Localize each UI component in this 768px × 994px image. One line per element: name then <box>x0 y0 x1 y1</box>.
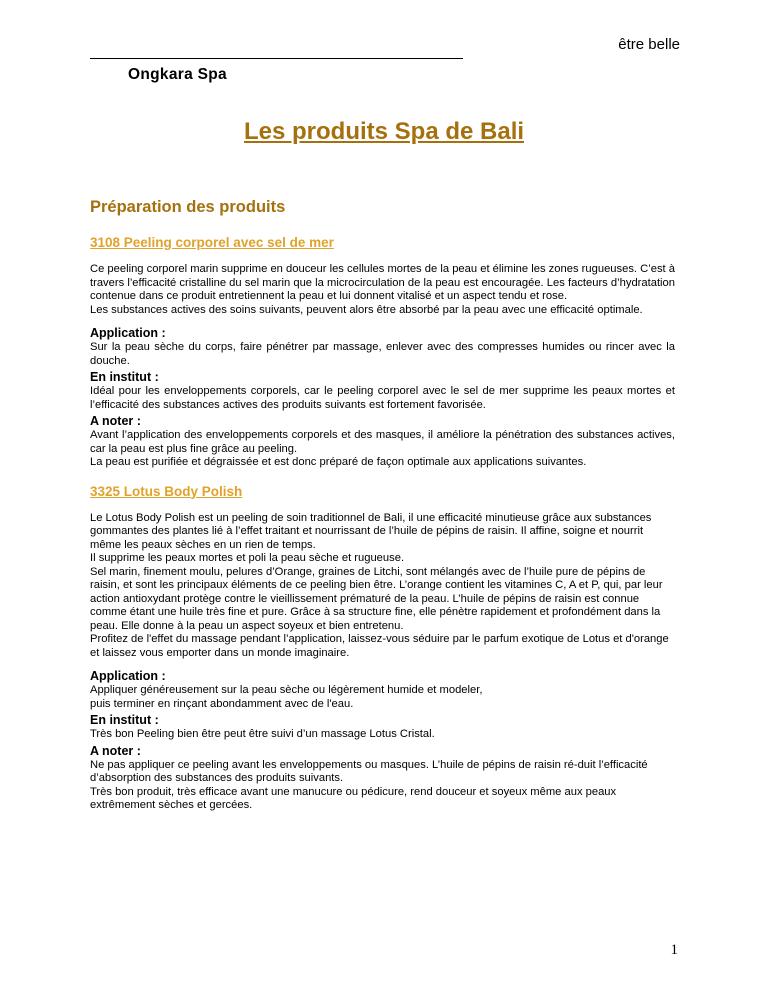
product-description: Sel marin, finement moulu, pelures d’Orange, graines de Litchi, sont mélangés avec de l’huile pure de pépins de raisin, et sont les principaux éléments de ce peeling bien être. L’orange contient les vitamines C, A et P, qui, par leur action antioxydant protège contre le vieillissement prématuré de la peau. L’huile de pépins de raisin est connue comme étant une huile très fine et pure. Grâce à sa structure fine, elle pénètre rapidement et profondément dans la peau. Elle donne à la peau un aspect soyeux et bien entretenu. <box>90 565 663 632</box>
noter-text: La peau est purifiée et dégraissée et est donc préparé de façon optimale aux applications suivantes. <box>90 456 587 468</box>
noter-label: A noter : <box>90 743 141 758</box>
noter-text: Ne pas appliquer ce peeling avant les enveloppements ou masques. L’huile de pépins de raisin ré-duit l’efficacité d’absorption des substances des produits suivants. <box>90 758 648 784</box>
institut-label: En institut : <box>90 713 159 727</box>
product-title: 3325 Lotus Body Polish <box>90 483 243 499</box>
product-description: Il supprime les peaux mortes et poli la peau sèche et rugueuse. <box>90 552 405 564</box>
institut-text: Idéal pour les enveloppements corporels, car le peeling corporel avec le sel de mer supprime les peaux mortes et l’efficacité des substances actives des produits suivants est fortement favorisée. <box>90 385 675 411</box>
header-tagline: être belle <box>618 36 680 53</box>
product-block <box>90 484 675 813</box>
product-description: Les substances actives des soins suivants, peuvent alors être absorbé par la peau avec une efficacité optimale. <box>90 303 643 316</box>
application-text: puis terminer en rinçant abondamment avec de l'eau. <box>90 697 354 710</box>
noter-text: Très bon produit, très efficace avant une manucure ou pédicure, rend douceur et soyeux même aux peaux extrêmement sèches et gercées. <box>90 785 617 811</box>
institut-text: Très bon Peeling bien être peut être suivi d’un massage Lotus Cristal. <box>90 728 435 740</box>
header-rule <box>90 58 463 59</box>
page-number: 1 <box>670 942 678 958</box>
noter-text: Avant l’application des enveloppements corporels et des masques, il améliore la pénétration des substances actives, car la peau est plus fine grâce au peeling. <box>90 429 675 455</box>
application-label: Application : <box>90 326 166 340</box>
document-body <box>90 198 675 813</box>
product-description: Le Lotus Body Polish est un peeling de soin traditionnel de Bali, il une efficacité minutieuse grâce aux substances gommantes des plantes lié à l’effet traitant et nourrissant de l’huile de pépins de raisin. Il affine, soigne et nourrit même les peaux sèches en un rien de temps. <box>90 511 652 551</box>
product-description: Profitez de l'effet du massage pendant l’application, laissez-vous séduire par le parfum exotique de Lotus et d'orange et laissez vous emporter dans un monde imaginaire. <box>90 633 669 659</box>
product-description: Ce peeling corporel marin supprime en douceur les cellules mortes de la peau et élimine les zones rugueuses. C’est à travers l’efficacité cristalline du sel marin que la microcirculation de la peau est encouragée. Les facteurs d’hydratation contenue dans ce produit entretiennent la peau et lui donnent vitalisé et un aspect tendu et rose. <box>90 263 675 302</box>
application-text: Sur la peau sèche du corps, faire pénétrer par massage, enlever avec des compresses humides ou rincer avec la douche. <box>90 341 675 367</box>
document-title: Les produits Spa de Bali <box>243 118 525 145</box>
header-brand: Ongkara Spa <box>128 66 227 83</box>
institut-label: En institut : <box>90 370 159 384</box>
application-label: Application : <box>90 669 166 683</box>
section-heading: Préparation des produits <box>90 198 286 216</box>
product-title: 3108 Peeling corporel avec sel de mer <box>90 235 334 250</box>
product-block <box>90 235 675 470</box>
application-text: Appliquer généreusement sur la peau sèche ou légèrement humide et modeler, <box>90 684 483 696</box>
noter-label: A noter : <box>90 414 141 428</box>
